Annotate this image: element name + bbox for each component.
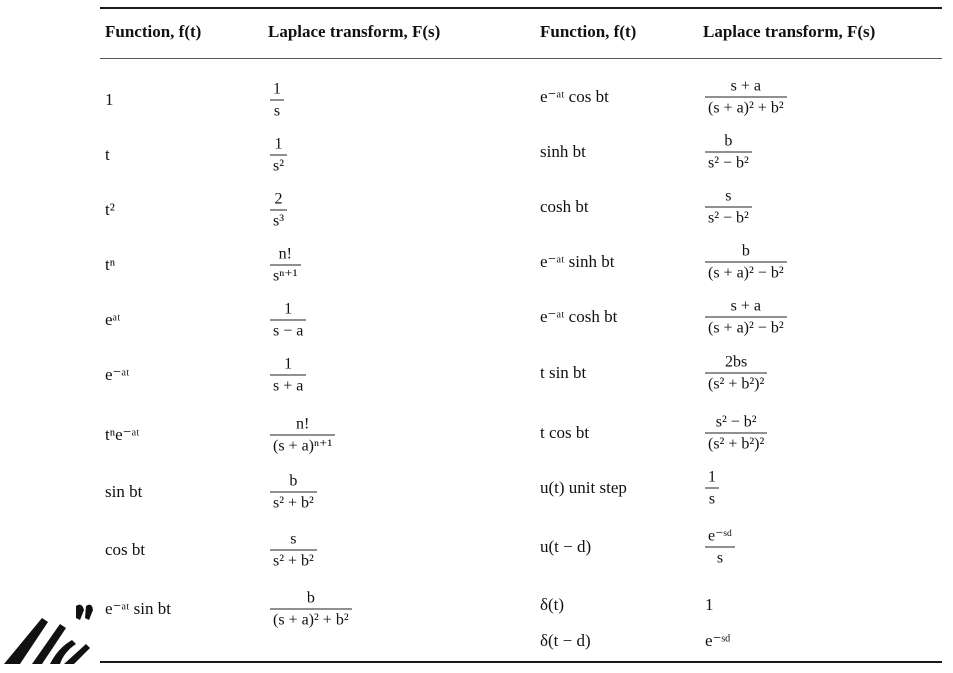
fraction-bar [705,488,719,489]
fraction-numerator: e⁻ˢᵈ [708,527,732,545]
function-right-10: δ(t − d) [540,631,591,650]
transform-right-1 [705,132,752,173]
function-right-0: e⁻ᵃᵗ cos bt [540,87,609,106]
transform-left-0 [270,80,284,121]
fraction-bar [705,262,787,263]
fraction-denominator: s − a [273,322,304,340]
function-right-4: e⁻ᵃᵗ cosh bt [540,307,618,326]
fraction-bar [270,265,301,266]
header-transform-right: Laplace transform, F(s) [703,22,876,41]
fraction-denominator: s² − b² [708,154,749,172]
fraction-numerator: 2 [274,190,283,208]
fraction-denominator: s² + b² [273,552,314,570]
fraction-bar [705,317,787,318]
transform-right-9: 1 [705,595,714,614]
fraction-denominator: (s² + b²)² [708,375,765,393]
function-left-7: sin bt [105,482,143,501]
fraction-denominator: sⁿ⁺¹ [273,267,298,285]
publisher-logo-icon [2,600,94,670]
fraction-denominator: s [273,102,281,120]
function-right-3: e⁻ᵃᵗ sinh bt [540,252,615,271]
function-left-0: 1 [105,90,114,109]
table-bottom-rule [100,661,942,663]
transform-left-7 [270,472,317,513]
header-function-left: Function, f(t) [105,22,202,41]
fraction-bar [705,207,752,208]
fraction-numerator: s² − b² [715,413,757,431]
function-right-8: u(t − d) [540,537,592,556]
fraction-numerator: s + a [730,297,761,315]
fraction-denominator: (s + a)² + b² [273,611,349,629]
fraction-numerator: b [289,472,298,490]
fraction-numerator: b [741,242,750,260]
fraction-bar [705,547,735,548]
fraction-bar [270,210,287,211]
fraction-bar [270,100,284,101]
transform-right-2 [705,187,752,228]
fraction-numerator: 1 [273,80,281,98]
fraction-bar [270,435,335,436]
fraction-denominator: s + a [273,377,304,395]
function-left-8: cos bt [105,540,146,559]
transform-right-7 [705,468,719,509]
function-right-5: t sin bt [540,363,587,382]
function-right-7: u(t) unit step [540,478,627,497]
fraction-denominator: (s + a)² − b² [708,319,784,337]
fraction-bar [270,155,287,156]
fraction-numerator: 1 [284,355,293,373]
function-right-2: cosh bt [540,197,589,216]
function-left-6: tⁿe⁻ᵃᵗ [105,425,140,444]
fraction-numerator: b [306,589,315,607]
transform-left-8 [270,530,317,571]
fraction-bar [270,550,317,551]
fraction-numerator: 1 [274,135,283,153]
transform-left-2 [270,190,287,231]
transform-right-4 [705,297,787,338]
fraction-denominator: s² − b² [708,209,749,227]
transform-right-3 [705,242,787,283]
fraction-numerator: 1 [284,300,293,318]
fraction-bar [705,97,787,98]
transform-right-5 [705,353,767,394]
fraction-bar [270,375,306,376]
fraction-numerator: s + a [730,77,761,95]
fraction-denominator: s [708,490,716,508]
fraction-bar [705,433,767,434]
fraction-numerator: s [290,530,297,548]
fraction-denominator: s [716,549,724,567]
transform-left-4 [270,300,306,341]
function-left-2: t² [105,200,115,219]
fraction-bar [705,373,767,374]
transform-right-10: e⁻ˢᵈ [705,631,731,650]
transform-right-8 [705,527,735,568]
fraction-numerator: 2bs [725,353,748,371]
header-transform-left: Laplace transform, F(s) [268,22,441,41]
fraction-denominator: (s + a)ⁿ⁺¹ [273,437,333,455]
fraction-numerator: s [725,187,732,205]
fraction-bar [270,492,317,493]
function-right-1: sinh bt [540,142,586,161]
header-function-right: Function, f(t) [540,22,637,41]
fraction-denominator: s³ [273,212,285,230]
fraction-numerator: n! [278,245,292,263]
fraction-bar [705,152,752,153]
transform-right-0 [705,77,787,118]
fraction-denominator: s² + b² [273,494,314,512]
function-left-3: tⁿ [105,255,116,274]
function-right-6: t cos bt [540,423,590,442]
transform-left-5 [270,355,306,396]
function-left-5: e⁻ᵃᵗ [105,365,130,384]
table-top-rule [100,7,942,9]
function-right-9: δ(t) [540,595,565,614]
fraction-numerator: b [724,132,733,150]
transform-left-6 [270,415,335,456]
transform-left-1 [270,135,287,176]
transform-left-3 [270,245,301,286]
header-rule [100,58,942,59]
function-left-1: t [105,145,110,164]
function-left-9: e⁻ᵃᵗ sin bt [105,599,171,618]
fraction-numerator: n! [295,415,310,433]
fraction-denominator: (s² + b²)² [708,435,765,453]
fraction-denominator: (s + a)² + b² [708,99,784,117]
transform-right-6 [705,413,767,454]
fraction-denominator: (s + a)² − b² [708,264,784,282]
transform-left-9 [270,589,352,630]
fraction-bar [270,609,352,610]
fraction-numerator: 1 [708,468,716,486]
fraction-denominator: s² [273,157,285,175]
fraction-bar [270,320,306,321]
function-left-4: eᵃᵗ [105,310,121,329]
